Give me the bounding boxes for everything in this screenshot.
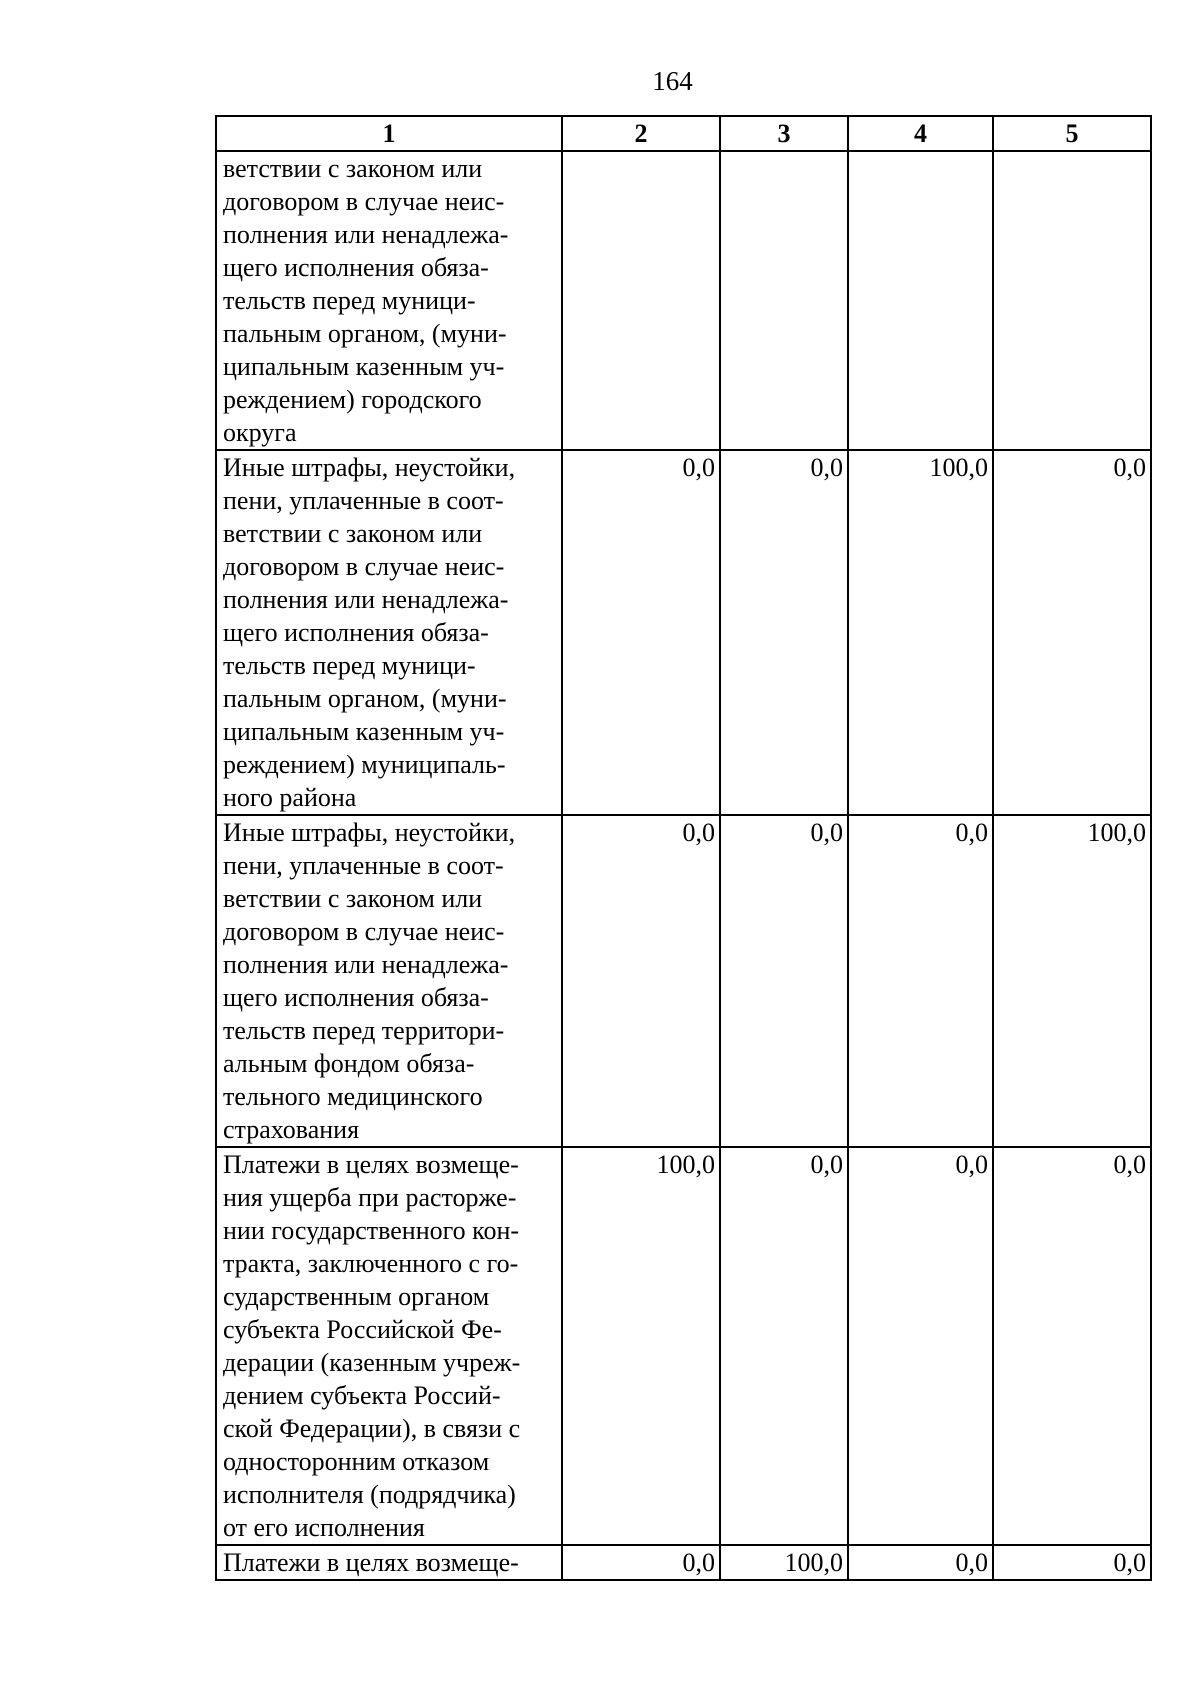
row-value-col2: 100,0 — [562, 1147, 720, 1545]
table-row — [216, 815, 1151, 1147]
column-header-5: 5 — [993, 116, 1151, 151]
row-value-col5: 0,0 — [993, 1545, 1151, 1580]
table-row — [216, 151, 1151, 450]
row-value-col3: 0,0 — [720, 1147, 848, 1545]
row-value-col3: 100,0 — [720, 1545, 848, 1580]
row-value-col5 — [993, 151, 1151, 450]
row-value-col5: 0,0 — [993, 1147, 1151, 1545]
row-description: Иные штрафы, неустойки, пени, уплаченные в соот- ветствии с законом или договором в случае неис- полнения или ненадлежа- щего исполнения обяза- тельств перед муници- пальным органом, (муни- ципальным казенным уч- реждением) муниципаль- ного района — [216, 450, 562, 815]
row-description: Платежи в целях возмеще- — [216, 1545, 562, 1580]
row-value-col5: 100,0 — [993, 815, 1151, 1147]
row-description: Платежи в целях возмеще- ния ущерба при расторже- нии государственного кон- тракта, заключенного с го- сударственным органом субъекта Российской Фе- дерации (казенным учреж- дением субъекта Россий- ской Федерации), в связи с односторонним отказом исполнителя (подрядчика) от его исполнения — [216, 1147, 562, 1545]
row-value-col2: 0,0 — [562, 1545, 720, 1580]
column-header-4: 4 — [848, 116, 993, 151]
data-table — [215, 115, 1152, 1581]
page-number: 164 — [652, 66, 693, 96]
row-value-col4 — [848, 151, 993, 450]
table-row — [216, 450, 1151, 815]
column-header-1: 1 — [216, 116, 562, 151]
row-value-col4: 0,0 — [848, 815, 993, 1147]
row-value-col4: 100,0 — [848, 450, 993, 815]
row-value-col3: 0,0 — [720, 450, 848, 815]
row-description: Иные штрафы, неустойки, пени, уплаченные в соот- ветствии с законом или договором в случае неис- полнения или ненадлежа- щего исполнения обяза- тельств перед территори- альным фондом обяза- тельного медицинского страхования — [216, 815, 562, 1147]
table-row — [216, 1147, 1151, 1545]
column-header-2: 2 — [562, 116, 720, 151]
row-value-col3: 0,0 — [720, 815, 848, 1147]
row-value-col4: 0,0 — [848, 1147, 993, 1545]
row-value-col5: 0,0 — [993, 450, 1151, 815]
column-header-3: 3 — [720, 116, 848, 151]
row-description: ветствии с законом или договором в случае неис- полнения или ненадлежа- щего исполнения обяза- тельств перед муници- пальным органом, (муни- ципальным казенным уч- реждением) городского округа — [216, 151, 562, 450]
row-value-col4: 0,0 — [848, 1545, 993, 1580]
row-value-col2 — [562, 151, 720, 450]
row-value-col3 — [720, 151, 848, 450]
row-value-col2: 0,0 — [562, 815, 720, 1147]
table-row — [216, 1545, 1151, 1580]
row-value-col2: 0,0 — [562, 450, 720, 815]
header-row — [216, 116, 1151, 151]
